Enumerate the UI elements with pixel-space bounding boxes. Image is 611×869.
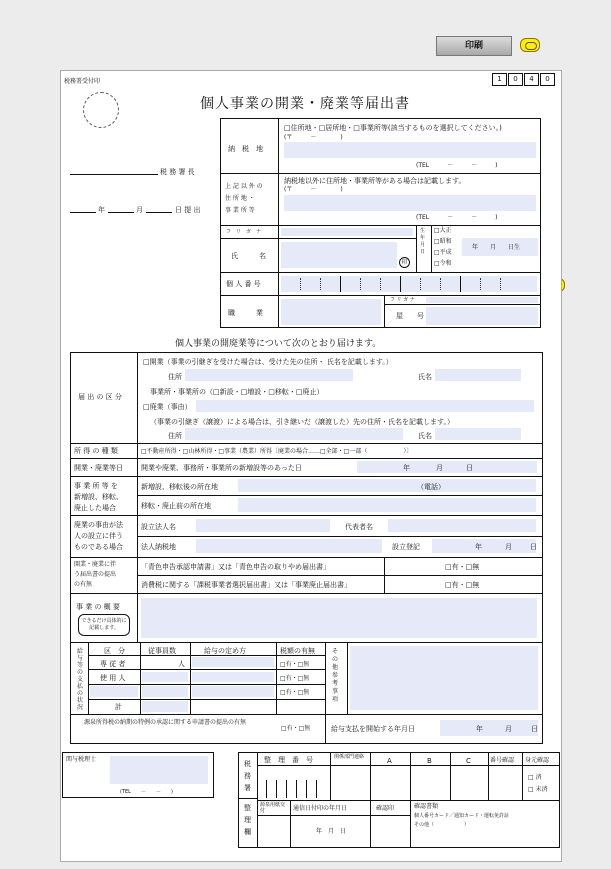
reception-stamp-area — [83, 92, 119, 128]
reg-day: 日 — [530, 543, 537, 551]
representative-input[interactable] — [388, 519, 536, 532]
address-label: 納 税 地 — [228, 145, 263, 153]
date-label: 開業・廃業等日 — [74, 464, 123, 472]
registration-label: 設立登記 — [392, 543, 420, 551]
opening-address-label: 住所 — [168, 373, 182, 381]
dept-code-label: 関係部門連絡 — [334, 754, 365, 760]
closing-option[interactable]: □廃業（事由） — [143, 403, 192, 411]
comm-date-label: 通信日付印の年月日 — [293, 805, 348, 812]
summary-label: 事 業 の 概 要 — [76, 603, 120, 611]
doc-code-1: 1 — [492, 73, 507, 86]
other-address-label-1: 上 記 以 外 の — [225, 183, 263, 190]
number-check-label: 番号確認 — [490, 757, 515, 764]
blue-form-label: 「青色申告承認申請書」又は「青色申告の取りやめ届出書」 — [141, 563, 330, 571]
doc-check-other[interactable]: その他（ ） — [414, 822, 470, 828]
forms-label-2: う届出書の提出 — [74, 571, 117, 578]
tel-label: (TEL － － ) — [416, 162, 498, 169]
other-address-label-2: 住 所 地 ・ — [225, 195, 255, 202]
accountant-tel: (TEL － － ) — [120, 789, 173, 795]
print-button[interactable]: 印刷 — [436, 36, 512, 56]
tax-office-field[interactable] — [70, 165, 158, 175]
total-count[interactable] — [142, 701, 188, 712]
corp-label-1: 廃業の事由が法 — [74, 521, 123, 529]
tax-accountant-input[interactable] — [110, 756, 208, 784]
other-items-label: その他参考事項 — [332, 648, 339, 703]
era-reiwa[interactable]: □令和 — [434, 260, 452, 267]
office-col2-1: 整 — [244, 804, 251, 812]
withholding-label: 源泉所得税の納期の特例の承認に関する申請書の提出の有無 — [84, 719, 247, 726]
check-seal-label: 確認印 — [376, 805, 395, 812]
new-location-label: 新増設、移転後の所在地 — [141, 483, 218, 491]
occupation-label: 職 業 — [228, 309, 263, 317]
salary-method-3[interactable] — [192, 686, 274, 697]
trade-name-input[interactable] — [426, 307, 538, 325]
pay-day: 日 — [531, 725, 538, 733]
submit-day-field[interactable] — [146, 203, 172, 213]
summary-note: できるだけ具体的に記載します。 — [81, 618, 127, 631]
tax-office-suffix: 税 務 署 長 — [160, 168, 195, 176]
old-location-label: 移転・廃止前の所在地 — [141, 502, 211, 510]
reg-year: 年 — [475, 543, 482, 551]
payment-start-input[interactable] — [440, 720, 538, 736]
tel-label-2: (TEL － － ) — [416, 214, 498, 221]
era-taisho[interactable]: □大正 — [434, 227, 452, 234]
payment-start-label: 給与支払を開始する年月日 — [331, 725, 415, 733]
tax-yes-no-3[interactable]: □有・□無 — [280, 689, 310, 696]
tax-form-label: 消費税に関する「課税事業者選択届出書」又は「事業廃止届出書」 — [141, 581, 351, 589]
salary-method-1[interactable] — [192, 657, 274, 667]
page-title: 個人事業の開業・廃業等届出書 — [200, 96, 410, 112]
address-options[interactable]: □住所地・□居所地・□事業所等(該当するものを選択してください。) — [284, 124, 502, 132]
employee-count[interactable] — [142, 672, 188, 682]
doc-code-3: 4 — [524, 73, 539, 86]
other-address-note: 納税地以外に住所地・事業所等がある場合は記載します。 — [284, 177, 466, 185]
col-a: A — [387, 757, 392, 765]
col-category: 区 分 — [104, 647, 125, 655]
trade-name-label: 屋 号 — [396, 312, 424, 320]
phone-label: （電話） — [417, 483, 445, 491]
office-change-option[interactable]: 事業所・事業所の（□新設・□増設・□移転・□廃止） — [150, 388, 324, 396]
doc-code-4: 0 — [540, 73, 555, 86]
furigana-label: フ リ ガ ナ — [226, 229, 262, 235]
closing-address-label: 住所 — [168, 432, 182, 440]
id-check-done[interactable]: □ 済 — [528, 774, 542, 781]
old-location-input[interactable] — [238, 498, 536, 512]
forms-label-3: の有無 — [74, 581, 93, 588]
corp-label-3: ものである場合 — [74, 543, 123, 551]
corp-label-2: 人の設立に伴う — [74, 532, 123, 540]
opening-name-label: 氏名 — [418, 373, 432, 381]
era-heisei[interactable]: □平成 — [434, 249, 452, 256]
stamp-label: 税務署受付印 — [64, 78, 101, 85]
doc-code-2: 0 — [508, 73, 523, 86]
closing-address-input[interactable] — [185, 428, 403, 440]
category-label: 届 出 の 区 分 — [78, 393, 122, 401]
total-label: 計 — [115, 703, 122, 711]
seiri-no-label: 整 理 番 号 — [264, 756, 313, 764]
office-col-2: 務 — [244, 772, 251, 780]
summary-input[interactable] — [141, 598, 537, 638]
pay-month: 月 — [505, 725, 512, 733]
zip-label-2: (〒 － ) — [284, 186, 343, 193]
doc-check-label: 確認書類 — [414, 803, 439, 810]
birth-label: 生年月日 — [420, 228, 426, 255]
furigana-label-2: フ リ ガ ナ — [390, 297, 415, 303]
closing-reason-input[interactable] — [196, 400, 534, 412]
era-showa[interactable]: □昭和 — [434, 238, 452, 245]
trade-furigana-input[interactable] — [426, 297, 538, 303]
office-col-1: 税 — [244, 760, 251, 768]
opening-address-input[interactable] — [185, 369, 353, 381]
tax-yes-no-1[interactable]: □有・□無 — [280, 661, 310, 668]
salary-method-2[interactable] — [192, 672, 274, 682]
opening-name-input[interactable] — [435, 369, 521, 381]
tax-form-yes-no[interactable]: □有・□無 — [445, 581, 480, 589]
corp-taxplace-input[interactable] — [196, 539, 382, 553]
source-form-label: 源泉用紙交付 — [260, 802, 286, 814]
col-c: C — [466, 757, 471, 765]
zip-label: (〒 － ) — [284, 134, 343, 141]
row3-category[interactable] — [90, 686, 138, 697]
change-label-1: 事 業 所 等 を — [74, 482, 118, 490]
new-location-input[interactable] — [238, 479, 536, 492]
other-address-label-3: 事 業 所 等 — [225, 207, 255, 214]
reg-month: 月 — [505, 543, 512, 551]
col-count: 従事員数 — [148, 647, 176, 655]
month-label: 月 — [136, 206, 143, 214]
row-family-worker: 専 従 者 — [100, 660, 126, 668]
income-type-label: 所 得 の 種 類 — [74, 447, 118, 455]
change-label-2: 新増設、移転、 — [74, 493, 123, 501]
tax-accountant-label: 関与税理士 — [66, 756, 97, 763]
opening-option[interactable]: □開業（事業の引継ぎを受けた場合は、受けた先の住所・ 氏名を記載します。） — [143, 358, 393, 366]
corp-name-label: 設立法人名 — [141, 523, 176, 531]
corp-taxplace-label: 法人納税地 — [141, 543, 176, 551]
address-input[interactable] — [284, 142, 536, 158]
pay-year: 年 — [476, 725, 483, 733]
col-b: B — [427, 757, 432, 765]
id-check-not-done[interactable]: □ 未済 — [528, 786, 548, 793]
forms-label-1: 開業・廃業に伴 — [74, 561, 117, 568]
submit-month-field[interactable] — [108, 203, 134, 213]
salary-label: 給与等の支払の状況 — [77, 648, 84, 711]
year-label: 年 — [98, 206, 105, 214]
event-date-input[interactable] — [357, 461, 537, 473]
change-label-3: 廃止した場合 — [74, 504, 116, 512]
birth-ymd-label: 年 月 日生 — [472, 244, 521, 251]
representative-label: 代表者名 — [345, 523, 373, 531]
blue-form-yes-no[interactable]: □有・□無 — [445, 563, 480, 571]
occupation-input[interactable] — [281, 299, 381, 325]
seal-mark: 印 — [399, 257, 410, 268]
day-label: 日 提 出 — [175, 206, 201, 214]
furigana-input[interactable] — [281, 228, 413, 236]
office-col2-3: 欄 — [244, 828, 251, 836]
name-label: 氏 名 — [231, 252, 266, 260]
form-subtitle: 個人事業の開廃業等について次のとおり届けます。 — [175, 339, 382, 349]
col-tax: 税額の有無 — [280, 647, 315, 655]
person-unit: 人 — [178, 660, 185, 668]
name-input[interactable] — [281, 242, 397, 268]
tax-yes-no-2[interactable]: □有・□無 — [280, 675, 310, 682]
withholding-yes-no[interactable]: □有・□無 — [281, 725, 311, 732]
office-col-3: 署 — [244, 784, 251, 792]
event-month: 月 — [436, 464, 443, 472]
closing-note: （事業の引継ぎ（譲渡）による場合は、引き継いだ（譲渡した）先の住所・氏名を記載します。） — [150, 418, 454, 426]
doc-check-options[interactable]: 個人番号カード／通知カード・運転免許証 — [414, 813, 510, 819]
event-year: 年 — [403, 464, 410, 472]
corp-name-input[interactable] — [196, 519, 330, 532]
id-check-label: 身元確認 — [525, 757, 550, 764]
registration-date-input[interactable] — [432, 539, 536, 553]
memo-icon[interactable] — [520, 38, 540, 52]
income-type-options[interactable]: □不動産所得・□山林所得・□事業（農業）所得〔廃業の場合……□全部・□一部（ ）〕 — [141, 448, 413, 455]
submit-year-field[interactable] — [70, 203, 96, 213]
event-day: 日 — [466, 464, 473, 472]
mynumber-label: 個 人 番 号 — [226, 280, 261, 288]
other-items-input[interactable] — [350, 646, 538, 710]
comm-ymd: 年 月 日 — [316, 828, 347, 835]
row-employee: 使 用 人 — [100, 674, 126, 682]
closing-name-input[interactable] — [435, 428, 521, 440]
closing-name-label: 氏名 — [418, 432, 432, 440]
other-address-input[interactable] — [284, 195, 536, 211]
office-col2-2: 理 — [244, 816, 251, 824]
col-method: 給与の定め方 — [204, 647, 246, 655]
date-text: 開業や廃業、事務所・事業所の新増設等のあった日 — [141, 464, 302, 472]
row3-count[interactable] — [142, 686, 188, 697]
